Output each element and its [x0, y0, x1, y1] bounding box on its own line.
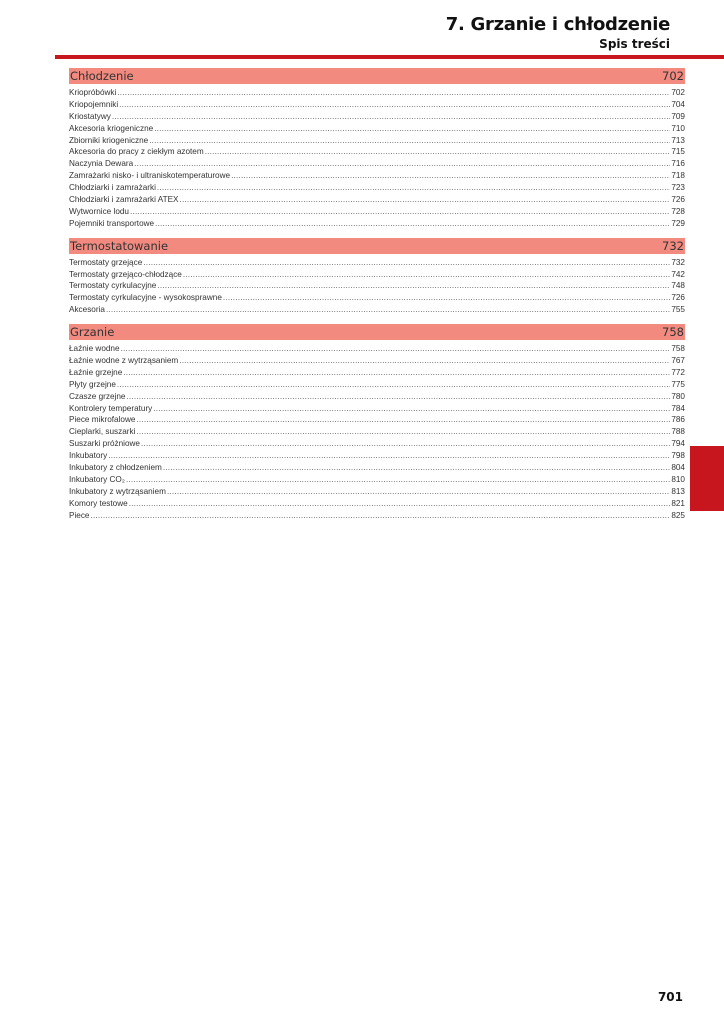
toc-entry-page: 780 — [671, 391, 685, 401]
leader-dots — [149, 135, 670, 147]
leader-dots — [130, 206, 670, 218]
toc-entry[interactable] — [69, 304, 685, 316]
leader-dots — [179, 355, 670, 367]
toc-entry-page: 804 — [671, 463, 685, 473]
leader-dots — [167, 486, 670, 498]
toc-entry-page: 726 — [671, 195, 685, 204]
toc-entry-label: Inkubatory z wytrząsaniem — [69, 486, 166, 496]
toc-entry-label: Akcesoria — [69, 305, 105, 315]
toc-entry-label: Łaźnie wodne — [69, 344, 120, 354]
chapter-side-tab — [690, 446, 724, 511]
toc-entry[interactable] — [69, 257, 685, 269]
leader-dots — [155, 218, 670, 230]
toc-entry-page: 748 — [671, 281, 685, 291]
toc-entry-page: 702 — [671, 87, 685, 97]
leader-dots — [134, 158, 670, 170]
toc-entry[interactable] — [69, 269, 685, 281]
toc-entry[interactable] — [69, 343, 685, 355]
leader-dots — [180, 194, 671, 206]
leader-dots — [117, 379, 670, 391]
toc-entry-page: 794 — [671, 439, 685, 449]
leader-dots — [106, 304, 670, 316]
toc-entry-page: 732 — [671, 257, 685, 267]
toc-entry-page: 788 — [671, 427, 685, 437]
section-entries — [69, 254, 685, 318]
leader-dots — [143, 257, 670, 269]
toc-entry-label: Termostaty grzejąco-chłodzące — [69, 269, 182, 279]
toc-entry-label: Piece — [69, 510, 90, 520]
toc-entry[interactable] — [69, 135, 685, 147]
toc-entry-page: 810 — [671, 474, 685, 484]
toc-entry-label: Czasze grzejne — [69, 391, 126, 401]
toc-entry-page: 755 — [671, 305, 685, 315]
toc-entry[interactable] — [69, 450, 685, 462]
toc-entry-page: 716 — [671, 159, 685, 169]
toc-entry-label: Termostaty cyrkulacyjne — [69, 281, 157, 291]
toc-entry-page: 767 — [671, 356, 685, 366]
toc-entry-page: 715 — [671, 147, 685, 157]
leader-dots — [112, 111, 670, 123]
leader-dots — [129, 498, 671, 510]
leader-dots — [126, 391, 670, 403]
toc-entry[interactable] — [69, 414, 685, 426]
toc-entry-label: Piece mikrofalowe — [69, 415, 136, 425]
toc-entry[interactable] — [69, 182, 685, 194]
toc-entry-label: Łaźnie grzejne — [69, 367, 123, 377]
leader-dots — [163, 462, 670, 474]
section-header-termostatowanie[interactable] — [69, 238, 685, 254]
section-entries — [69, 340, 685, 523]
toc-entry-label: Komory testowe — [69, 498, 128, 508]
toc-entry[interactable] — [69, 280, 685, 292]
toc-entry-page: 704 — [671, 99, 685, 109]
toc-entry-page: 726 — [671, 293, 685, 303]
toc-entry-page: 710 — [671, 123, 685, 133]
toc-entry[interactable] — [69, 510, 685, 522]
toc-entry-label: Suszarki próżniowe — [69, 439, 140, 449]
toc-entry-label: Kriopojemniki — [69, 99, 119, 109]
toc-entry-page: 825 — [671, 510, 685, 520]
leader-dots — [90, 510, 670, 522]
toc-entry-page: 813 — [671, 486, 685, 496]
toc-entry-label: Chłodziarki i zamrażarki ATEX — [69, 195, 179, 204]
toc-entry-page: 821 — [671, 498, 685, 508]
section-entries — [69, 84, 685, 232]
toc-entry[interactable] — [69, 379, 685, 391]
toc-entry[interactable] — [69, 111, 685, 123]
page-number: 701 — [657, 990, 683, 1004]
toc-entry[interactable] — [69, 170, 685, 182]
leader-dots — [141, 438, 670, 450]
toc-entry-page: 729 — [671, 218, 685, 228]
toc-entry-label: Chłodziarki i zamrażarki — [69, 183, 156, 193]
toc-entry[interactable] — [69, 498, 685, 510]
section-header-grzanie[interactable] — [69, 324, 685, 340]
toc-entry-label: Inkubatory CO₂ — [69, 474, 125, 484]
section-page: 702 — [662, 69, 684, 83]
section-page: 732 — [662, 238, 684, 253]
toc-entry[interactable] — [69, 367, 685, 379]
toc-entry[interactable] — [69, 146, 685, 158]
leader-dots — [117, 87, 670, 99]
toc-entry-label: Termostaty cyrkulacyjne - wysokosprawne — [69, 293, 222, 303]
toc-entry[interactable] — [69, 123, 685, 135]
toc-entry-page: 723 — [671, 183, 685, 193]
toc-entry-label: Zamrażarki nisko- i ultraniskotemperaturowe — [69, 171, 231, 181]
toc-entry[interactable] — [69, 426, 685, 438]
section-title: Grzanie — [70, 325, 115, 340]
leader-dots — [154, 123, 670, 135]
section-title: Chłodzenie — [70, 69, 134, 83]
leader-dots — [153, 403, 670, 415]
section-title: Termostatowanie — [70, 238, 169, 253]
header-rule — [55, 55, 724, 59]
toc-entry-page: 784 — [671, 403, 685, 413]
leader-dots — [183, 269, 670, 281]
toc-entry-label: Kriopróbówki — [69, 87, 117, 97]
toc-entry-page: 775 — [671, 379, 685, 389]
toc-entry-label: Wytwornice lodu — [69, 206, 129, 216]
toc-entry[interactable] — [69, 87, 685, 99]
leader-dots — [136, 426, 670, 438]
toc-entry-label: Termostaty grzejące — [69, 257, 143, 267]
leader-dots — [231, 170, 670, 182]
toc-entry-page: 728 — [671, 206, 685, 216]
toc-entry-label: Płyty grzejne — [69, 379, 116, 389]
leader-dots — [108, 450, 670, 462]
toc-entry-label: Pojemniki transportowe — [69, 218, 155, 228]
toc-entry-label: Inkubatory z chłodzeniem — [69, 463, 162, 473]
toc-entry-page: 718 — [671, 171, 685, 181]
toc-entry[interactable] — [69, 194, 685, 206]
toc-entry-page: 709 — [671, 111, 685, 121]
toc-entry[interactable] — [69, 206, 685, 218]
leader-dots — [119, 99, 670, 111]
leader-dots — [223, 292, 670, 304]
toc-entry-page: 713 — [671, 135, 685, 145]
toc-entry-label: Łaźnie wodne z wytrząsaniem — [69, 356, 179, 366]
toc-entry[interactable] — [69, 158, 685, 170]
toc-entry-label: Akcesoria do pracy z ciekłym azotem — [69, 147, 204, 157]
toc-entry-label: Naczynia Dewara — [69, 159, 134, 169]
leader-dots — [123, 367, 670, 379]
leader-dots — [205, 146, 671, 158]
toc-entry-page: 742 — [671, 269, 685, 279]
toc-entry[interactable] — [69, 462, 685, 474]
toc-entry[interactable] — [69, 403, 685, 415]
leader-dots — [126, 474, 670, 486]
table-of-contents — [69, 68, 685, 524]
toc-entry-label: Inkubatory — [69, 451, 108, 461]
toc-entry-page: 772 — [671, 367, 685, 377]
page-title: 7. Grzanie i chłodzenie — [445, 14, 670, 35]
toc-entry-label: Kontrolery temperatury — [69, 403, 153, 413]
leader-dots — [157, 280, 670, 292]
toc-entry-page: 786 — [671, 415, 685, 425]
leader-dots — [121, 343, 671, 355]
toc-entry[interactable] — [69, 486, 685, 498]
toc-entry-label: Cieplarki, suszarki — [69, 427, 136, 437]
toc-entry-label: Zbiorniki kriogeniczne — [69, 135, 149, 145]
toc-entry[interactable] — [69, 355, 685, 367]
toc-entry[interactable] — [69, 218, 685, 230]
section-page: 758 — [662, 325, 684, 340]
page-subtitle: Spis treści — [599, 37, 670, 51]
leader-dots — [136, 414, 670, 426]
toc-entry[interactable] — [69, 292, 685, 304]
section-header-chlodzenie[interactable] — [69, 68, 685, 84]
leader-dots — [157, 182, 670, 194]
toc-entry[interactable] — [69, 474, 685, 486]
toc-entry[interactable] — [69, 391, 685, 403]
toc-entry-label: Kriostatywy — [69, 111, 111, 121]
toc-entry[interactable] — [69, 438, 685, 450]
toc-entry-page: 798 — [671, 451, 685, 461]
toc-entry-page: 758 — [671, 344, 685, 354]
toc-entry-label: Akcesoria kriogeniczne — [69, 123, 154, 133]
toc-entry[interactable] — [69, 99, 685, 111]
